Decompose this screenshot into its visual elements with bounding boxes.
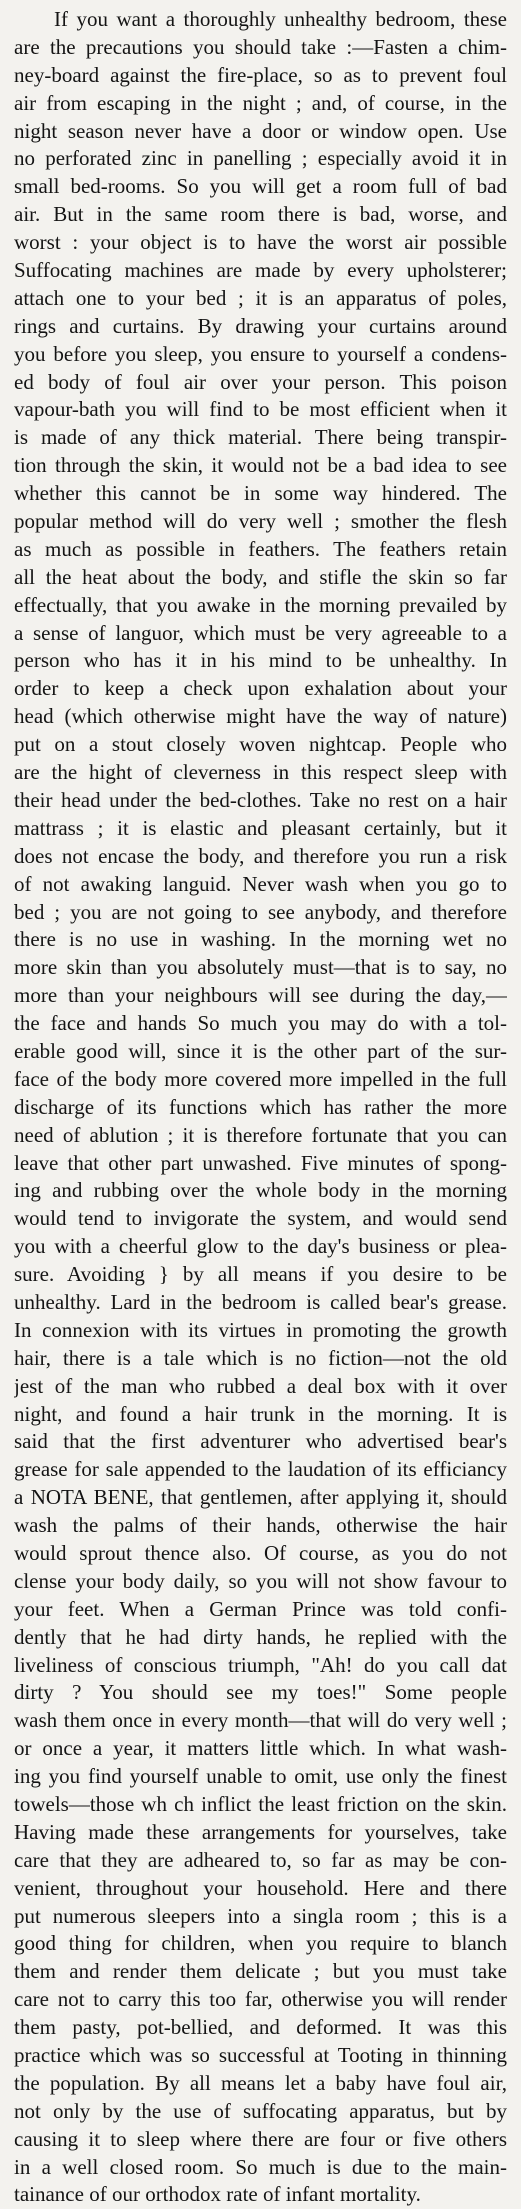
text-line: care not to carry this too far, otherwise you will render	[14, 1987, 507, 2012]
text-line: small bed-rooms. So you will get a room full of bad	[14, 174, 507, 199]
text-line: as much as possible in feathers. The feathers retain	[14, 536, 507, 561]
text-line: hair, there is a tale which is no fiction—not the old	[14, 1345, 507, 1370]
text-line: not only by the use of suffocating apparatus, but by	[14, 2098, 507, 2123]
text-line: all the heat about the body, and stifle the skin so far	[14, 564, 507, 589]
text-line: would tend to invigorate the system, and would send	[14, 1206, 507, 1231]
text-line: tainance of our orthodox rate of infant mortality.	[14, 2182, 421, 2207]
text-line: towels—those wh ch inflict the least friction on the skin.	[14, 1792, 507, 1816]
text-line: worst : your object is to have the worst air possible	[14, 230, 507, 255]
text-line: effectually, that you awake in the morning prevailed by	[14, 592, 507, 617]
text-line: in a well closed room. So much is due to the main-	[14, 2154, 507, 2179]
text-line: If you want a thoroughly unhealthy bedroom, these	[54, 7, 507, 31]
text-line: dently that he had dirty hands, he replied with the	[14, 1624, 507, 1649]
text-line: jest of the man who rubbed a deal box with it over	[14, 1373, 507, 1398]
text-line: mattrass ; it is elastic and pleasant certainly, but it	[14, 815, 507, 840]
text-line: their head under the bed-clothes. Take no rest on a hair	[14, 787, 507, 812]
text-line: leave that other part unwashed. Five minutes of spong-	[14, 1150, 507, 1175]
text-line: put numerous sleepers into a singla room ; this is a	[14, 1903, 507, 1928]
text-line: Having made these arrangements for yourselves, take	[14, 1819, 507, 1844]
text-line: unhealthy. Lard in the bedroom is called bear's grease.	[14, 1289, 507, 1314]
text-line: causing it to sleep where there are four or five others	[14, 2126, 507, 2151]
text-line: sure. Avoiding } by all means if you desire to be	[14, 1262, 507, 1287]
text-line: air from escaping in the night ; and, of course, in the	[14, 90, 507, 115]
text-line: of not awaking languid. Never wash when you go to	[14, 871, 507, 896]
text-line: a NOTA BENE, that gentlemen, after applying it, should	[14, 1485, 507, 1510]
text-line: the population. By all means let a baby have foul air,	[14, 2070, 507, 2095]
text-line: head (which otherwise might have the way of nature)	[14, 704, 507, 729]
text-line: tion through the skin, it would not be a bad idea to see	[14, 453, 507, 478]
text-line: night, and found a hair trunk in the morning. It is	[14, 1401, 507, 1426]
text-line: put on a stout closely woven nightcap. People who	[14, 732, 507, 757]
text-line: night season never have a door or window open. Use	[14, 118, 507, 143]
text-line: them and render them delicate ; but you must take	[14, 1959, 507, 1984]
text-line: attach one to your bed ; it is an apparatus of poles,	[14, 285, 507, 310]
text-line: Suffocating machines are made by every upholsterer;	[14, 258, 507, 283]
text-line: bed ; you are not going to see anybody, and therefore	[14, 899, 507, 924]
text-line: more than your neighbours will see during the day,—	[14, 983, 507, 1008]
text-line: them pasty, pot-bellied, and deformed. It was this	[14, 2015, 507, 2040]
text-line: need of ablution ; it is therefore fortunate that you can	[14, 1122, 507, 1147]
text-line: you with a cheerful glow to the day's business or plea-	[14, 1234, 507, 1259]
text-line: a sense of languor, which must be very agreeable to a	[14, 620, 507, 645]
text-line: air. But in the same room there is bad, worse, and	[14, 202, 507, 227]
text-line: does not encase the body, and therefore you run a risk	[14, 843, 507, 868]
text-line: face of the body more covered more impelled in the full	[14, 1066, 507, 1091]
text-line: are the precautions you should take :—Fasten a chim-	[14, 34, 507, 59]
text-line: erable good will, since it is the other part of the sur-	[14, 1038, 507, 1063]
text-line: ney-board against the fire-place, so as to prevent foul	[14, 62, 507, 87]
text-line: good thing for children, when you require to blanch	[14, 1931, 507, 1956]
text-line: ing you find yourself unable to omit, use only the finest	[14, 1764, 507, 1789]
text-line: would sprout thence also. Of course, as you do not	[14, 1540, 507, 1565]
text-line: person who has it in his mind to be unhealthy. In	[14, 648, 507, 673]
text-line: no perforated zinc in panelling ; especially avoid it in	[14, 146, 507, 171]
text-line: said that the first adventurer who advertised bear's	[14, 1429, 507, 1454]
text-line: ed body of foul air over your person. This poison	[14, 369, 507, 394]
text-line: grease for sale appended to the laudation of its efficiancy	[14, 1457, 507, 1482]
text-line: practice which was so successful at Tooting in thinning	[14, 2043, 507, 2068]
text-line: more skin than you absolutely must—that is to say, no	[14, 955, 507, 980]
text-line: rings and curtains. By drawing your curtains around	[14, 313, 507, 338]
text-line: wash them once in every month—that will do very well ;	[14, 1708, 507, 1733]
text-line: you before you sleep, you ensure to yourself a condens-	[14, 341, 507, 366]
text-line: whether this cannot be in some way hindered. The	[14, 481, 507, 506]
text-line: discharge of its functions which has rather the more	[14, 1094, 507, 1119]
text-line: clense your body daily, so you will not show favour to	[14, 1568, 507, 1593]
text-line: venient, throughout your household. Here and there	[14, 1875, 507, 1900]
text-line: popular method will do very well ; smother the flesh	[14, 509, 507, 534]
text-line: wash the palms of their hands, otherwise the hair	[14, 1513, 507, 1538]
text-line: In connexion with its virtues in promoting the growth	[14, 1317, 507, 1342]
text-line: order to keep a check upon exhalation about your	[14, 676, 507, 701]
text-line: liveliness of conscious triumph, "Ah! do you call dat	[14, 1652, 507, 1677]
text-line: or once a year, it matters little which. In what wash-	[14, 1736, 507, 1761]
text-line: vapour-bath you will find to be most efficient when it	[14, 397, 507, 422]
text-line: your feet. When a German Prince was told confi-	[14, 1596, 507, 1621]
text-line: there is no use in washing. In the morning wet no	[14, 927, 507, 952]
text-line: the face and hands So much you may do with a tol-	[14, 1011, 507, 1036]
text-line: dirty ? You should see my toes!" Some people	[14, 1680, 507, 1705]
text-line: are the hight of cleverness in this respect sleep with	[14, 760, 507, 785]
text-line: is made of any thick material. There being transpir-	[14, 425, 507, 450]
text-line: ing and rubbing over the whole body in the morning	[14, 1178, 507, 1203]
text-line: care that they are adheared to, so far as may be con-	[14, 1847, 507, 1872]
